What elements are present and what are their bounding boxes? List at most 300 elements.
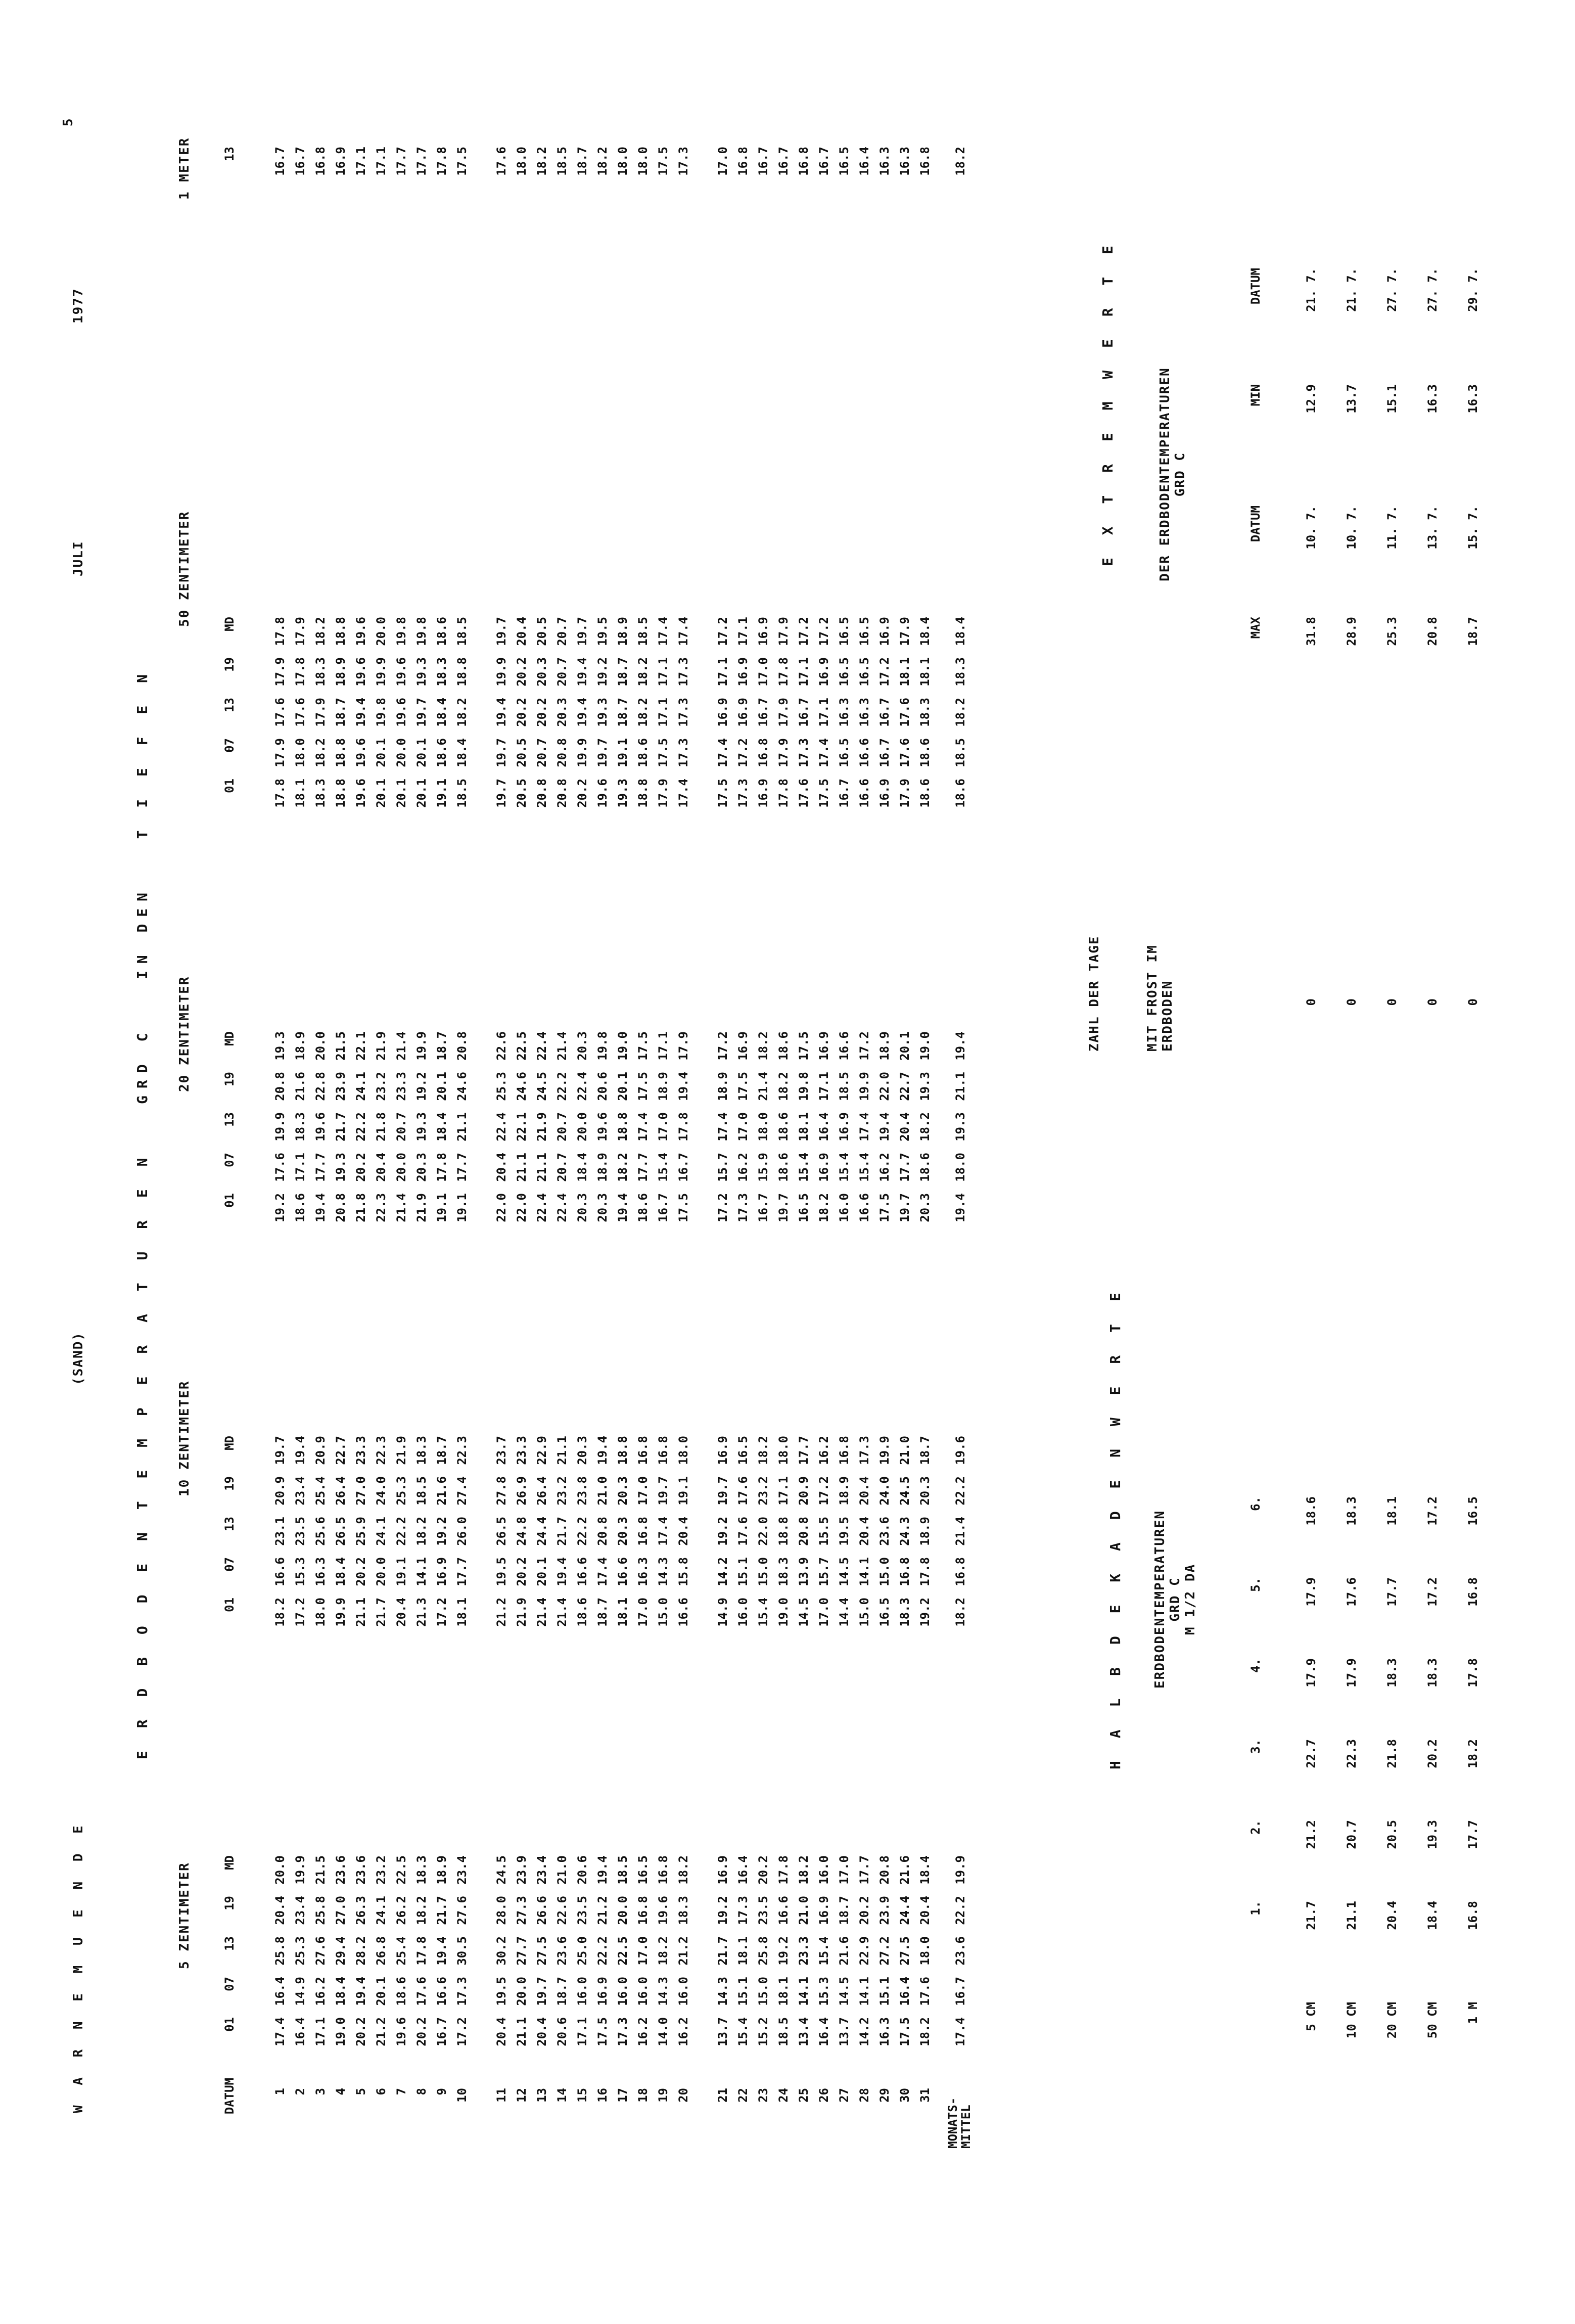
table-cell: 19.5	[595, 617, 610, 646]
table-cell: 17.4	[817, 738, 831, 767]
table-cell: 18.0	[293, 738, 307, 767]
table-cell: 16.7	[877, 698, 892, 727]
table-cell: 18.3	[414, 1436, 429, 1465]
time-header-19: 19	[222, 657, 237, 672]
table-cell: 17.1	[354, 147, 368, 176]
table-cell: 17.7	[898, 1153, 912, 1182]
table-cell: 18.3	[776, 1557, 791, 1586]
table-cell: 16.9	[435, 1557, 449, 1586]
table-cell: 17.2	[716, 1031, 730, 1061]
table-cell: 20.5	[515, 779, 529, 808]
day-label: 17	[616, 2088, 630, 2103]
table-cell: 17.1	[736, 617, 750, 646]
time-header-07: 07	[222, 738, 237, 753]
table-cell: 14.3	[656, 1557, 670, 1586]
extremwerte-cell: 20.8	[1425, 617, 1440, 646]
table-cell: 17.8	[676, 1112, 690, 1142]
table-cell: 16.3	[837, 698, 851, 727]
table-cell: 17.0	[817, 1598, 831, 1627]
table-cell: 17.3	[676, 698, 690, 727]
table-cell: 26.8	[374, 1936, 388, 1966]
table-cell: 23.2	[555, 1476, 569, 1506]
table-cell: 18.5	[776, 2017, 791, 2046]
table-cell: 16.9	[756, 779, 770, 808]
table-cell: 21.2	[595, 1896, 610, 1925]
table-cell: 17.8	[273, 779, 287, 808]
table-cell: 23.6	[877, 1517, 892, 1546]
table-cell: 18.3	[918, 698, 932, 727]
halbdekade-cell: 17.6	[1345, 1577, 1359, 1607]
time-header-07: 07	[222, 1557, 237, 1572]
frost-day-count: 0	[1466, 998, 1480, 1006]
extremwerte-cell: 15. 7.	[1466, 506, 1480, 550]
table-cell: 27.8	[494, 1476, 508, 1506]
table-cell: 17.4	[636, 1112, 650, 1142]
page-number: 5	[61, 117, 76, 126]
table-cell: 18.1	[293, 779, 307, 808]
soil-type: (SAND)	[71, 1332, 86, 1385]
table-cell: 23.3	[354, 1436, 368, 1465]
day-label: 7	[394, 2088, 408, 2095]
table-cell: 17.6	[414, 1977, 429, 2006]
monthly-mean-cell: 18.6	[953, 779, 967, 808]
table-cell: 16.9	[736, 1031, 750, 1061]
time-header-13: 13	[222, 1936, 237, 1951]
day-label: 27	[837, 2088, 851, 2103]
table-cell: 27.5	[898, 1936, 912, 1966]
table-cell: 23.4	[535, 1855, 549, 1885]
frost-day-count: 0	[1345, 998, 1359, 1006]
extremwerte-cell: 21. 7.	[1304, 268, 1318, 312]
table-cell: 15.7	[817, 1557, 831, 1586]
halbdekade-cell: 21.7	[1304, 1901, 1318, 1930]
table-cell: 18.4	[575, 1153, 589, 1182]
table-cell: 18.3	[293, 1112, 307, 1142]
table-cell: 18.2	[776, 1072, 791, 1101]
table-cell: 18.2	[636, 657, 650, 687]
day-label: 16	[595, 2088, 610, 2103]
day-label: 3	[313, 2088, 328, 2095]
table-cell: 17.1	[575, 2017, 589, 2046]
day-label: 26	[817, 2088, 831, 2103]
table-cell: 17.4	[595, 1557, 610, 1586]
time-header-19: 19	[222, 1072, 237, 1086]
table-cell: 20.1	[435, 1072, 449, 1101]
table-cell: 23.9	[877, 1896, 892, 1925]
table-cell: 21.2	[676, 1936, 690, 1966]
table-cell: 17.2	[293, 1598, 307, 1627]
table-cell: 17.1	[817, 1072, 831, 1101]
table-cell: 23.4	[293, 1896, 307, 1925]
table-cell: 19.9	[334, 1598, 348, 1627]
table-cell: 17.2	[817, 1476, 831, 1506]
table-cell: 18.4	[435, 698, 449, 727]
table-cell: 17.8	[414, 1936, 429, 1966]
table-cell: 15.4	[817, 1936, 831, 1966]
table-cell: 26.3	[354, 1896, 368, 1925]
halbdekade-cell: 20.5	[1385, 1820, 1399, 1849]
table-cell: 16.6	[776, 1896, 791, 1925]
depth-header-10cm: 10 ZENTIMETER	[177, 1380, 192, 1496]
table-cell: 20.0	[374, 617, 388, 646]
table-cell: 16.7	[273, 147, 287, 176]
table-cell: 24.5	[494, 1855, 508, 1885]
table-cell: 21.4	[394, 1031, 408, 1061]
table-cell: 19.4	[354, 1977, 368, 2006]
time-header-19: 19	[222, 1476, 237, 1491]
table-cell: 18.2	[455, 698, 469, 727]
table-cell: 22.4	[535, 1193, 549, 1222]
table-cell: 23.6	[555, 1936, 569, 1966]
day-label: 15	[575, 2088, 589, 2103]
table-cell: 19.3	[595, 698, 610, 727]
table-cell: 18.7	[334, 698, 348, 727]
table-cell: 18.2	[616, 1153, 630, 1182]
table-cell: 17.0	[636, 1936, 650, 1966]
table-cell: 18.1	[776, 1977, 791, 2006]
table-cell: 18.2	[918, 1112, 932, 1142]
table-cell: 20.1	[374, 1977, 388, 2006]
table-cell: 19.4	[555, 1557, 569, 1586]
table-cell: 18.4	[918, 1855, 932, 1885]
extremwerte-cell: 29. 7.	[1466, 268, 1480, 312]
day-label: 1	[273, 2088, 287, 2095]
table-cell: 15.4	[797, 1153, 811, 1182]
extremwerte-subtitle: DER ERDBODENTEMPERATUREN GRD C	[1157, 367, 1188, 581]
table-cell: 16.2	[313, 1977, 328, 2006]
table-cell: 20.2	[535, 698, 549, 727]
table-cell: 20.1	[898, 1031, 912, 1061]
station-name: W A R N E M U E N D E	[71, 1819, 86, 2113]
table-cell: 14.5	[837, 1977, 851, 2006]
table-cell: 20.0	[394, 738, 408, 767]
table-cell: 17.3	[676, 657, 690, 687]
table-cell: 16.6	[837, 1031, 851, 1061]
table-cell: 21.7	[334, 1112, 348, 1142]
day-label: 9	[435, 2088, 449, 2095]
table-cell: 27.0	[334, 1896, 348, 1925]
day-label: 13	[535, 2088, 549, 2103]
table-cell: 17.0	[636, 1598, 650, 1627]
table-cell: 16.2	[877, 1153, 892, 1182]
table-cell: 20.0	[374, 1557, 388, 1586]
table-cell: 17.5	[736, 1072, 750, 1101]
table-cell: 19.5	[494, 1557, 508, 1586]
table-cell: 18.9	[293, 1031, 307, 1061]
halbdekade-cell: 17.8	[1466, 1658, 1480, 1688]
table-cell: 17.5	[898, 2017, 912, 2046]
frost-subtitle: MIT FROST IM ERDBODEN	[1145, 944, 1175, 1052]
table-cell: 16.7	[817, 147, 831, 176]
time-header-md: MD	[222, 1031, 237, 1046]
table-cell: 19.1	[435, 1193, 449, 1222]
table-cell: 28.0	[494, 1896, 508, 1925]
depth-label: 10 CM	[1345, 2002, 1359, 2039]
table-cell: 18.5	[414, 1476, 429, 1506]
table-cell: 16.6	[435, 1977, 449, 2006]
table-cell: 24.1	[374, 1517, 388, 1546]
table-cell: 15.8	[676, 1557, 690, 1586]
table-cell: 25.8	[313, 1896, 328, 1925]
table-cell: 17.1	[293, 1153, 307, 1182]
extremwerte-cell: 27. 7.	[1425, 268, 1440, 312]
table-cell: 15.4	[756, 1598, 770, 1627]
table-cell: 19.7	[776, 1193, 791, 1222]
table-cell: 22.2	[555, 1072, 569, 1101]
table-cell: 17.7	[313, 1153, 328, 1182]
table-cell: 17.1	[656, 1031, 670, 1061]
table-cell: 22.2	[595, 1936, 610, 1966]
table-cell: 19.4	[877, 1112, 892, 1142]
table-cell: 18.8	[334, 779, 348, 808]
halbdekade-cell: 17.9	[1304, 1577, 1318, 1607]
table-cell: 17.7	[797, 1436, 811, 1465]
extremwerte-title: E X T R E M W E R T E	[1099, 238, 1116, 566]
halbdekade-cell: 17.7	[1466, 1820, 1480, 1849]
table-cell: 21.2	[494, 1598, 508, 1627]
table-cell: 18.6	[394, 1977, 408, 2006]
table-cell: 21.5	[334, 1031, 348, 1061]
table-cell: 27.6	[455, 1896, 469, 1925]
table-cell: 17.7	[455, 1153, 469, 1182]
table-cell: 19.2	[716, 1896, 730, 1925]
table-cell: 17.1	[656, 657, 670, 687]
table-cell: 16.2	[636, 2017, 650, 2046]
table-cell: 16.7	[797, 698, 811, 727]
table-cell: 17.8	[293, 657, 307, 687]
table-cell: 22.1	[515, 1112, 529, 1142]
table-cell: 20.8	[595, 1517, 610, 1546]
table-cell: 19.7	[575, 617, 589, 646]
day-label: 2	[293, 2088, 307, 2095]
table-cell: 18.6	[918, 779, 932, 808]
table-cell: 16.0	[616, 1977, 630, 2006]
table-cell: 24.0	[877, 1476, 892, 1506]
table-cell: 17.9	[293, 617, 307, 646]
table-cell: 16.4	[736, 1855, 750, 1885]
table-cell: 19.2	[776, 1936, 791, 1966]
table-cell: 15.0	[857, 1598, 871, 1627]
table-cell: 19.3	[334, 1153, 348, 1182]
table-cell: 25.0	[575, 1936, 589, 1966]
table-cell: 21.5	[313, 1855, 328, 1885]
table-cell: 19.7	[494, 617, 508, 646]
table-cell: 16.0	[837, 1193, 851, 1222]
extremwerte-cell: 13. 7.	[1425, 506, 1440, 550]
monthly-mean-cell: 18.2	[953, 147, 967, 176]
table-cell: 16.9	[736, 698, 750, 727]
table-cell: 16.9	[877, 779, 892, 808]
table-cell: 19.9	[877, 1436, 892, 1465]
table-cell: 16.3	[313, 1557, 328, 1586]
table-cell: 20.7	[555, 617, 569, 646]
table-cell: 16.6	[857, 738, 871, 767]
table-cell: 19.4	[575, 657, 589, 687]
table-cell: 16.8	[918, 147, 932, 176]
halbdekade-cell: 17.7	[1385, 1577, 1399, 1607]
table-cell: 19.7	[898, 1193, 912, 1222]
table-cell: 26.5	[334, 1517, 348, 1546]
table-cell: 16.7	[756, 1193, 770, 1222]
table-cell: 16.5	[837, 738, 851, 767]
table-cell: 19.1	[394, 1557, 408, 1586]
table-cell: 18.8	[616, 1112, 630, 1142]
table-cell: 19.4	[676, 1072, 690, 1101]
table-cell: 17.4	[676, 779, 690, 808]
halbdekaden-title: H A L B D E K A D E N W E R T E	[1107, 1286, 1124, 1769]
table-cell: 13.7	[716, 2017, 730, 2046]
table-cell: 21.7	[435, 1896, 449, 1925]
table-cell: 20.3	[918, 1476, 932, 1506]
table-cell: 20.3	[414, 1153, 429, 1182]
halbdekade-cell: 18.1	[1385, 1496, 1399, 1526]
table-cell: 20.0	[515, 1977, 529, 2006]
table-cell: 18.6	[636, 738, 650, 767]
table-cell: 17.5	[595, 2017, 610, 2046]
depth-label: 1 M	[1466, 2002, 1480, 2024]
table-cell: 21.7	[716, 1936, 730, 1966]
halbdekade-col-header: 4.	[1248, 1658, 1263, 1673]
halbdekade-cell: 20.7	[1345, 1820, 1359, 1849]
table-cell: 18.0	[776, 1436, 791, 1465]
table-cell: 22.2	[394, 1517, 408, 1546]
main-title: E R D B O D E N T E M P E R A T U R E N GRD C IN DEN T I E F E N	[134, 667, 151, 1759]
table-cell: 18.2	[595, 147, 610, 176]
time-header-01: 01	[222, 2017, 237, 2032]
depth-label: 50 CM	[1425, 2002, 1440, 2039]
time-header-md: MD	[222, 1855, 237, 1870]
table-cell: 22.6	[494, 1031, 508, 1061]
day-label: 4	[334, 2088, 348, 2095]
table-cell: 26.5	[494, 1517, 508, 1546]
table-cell: 20.6	[595, 1072, 610, 1101]
table-cell: 16.8	[898, 1557, 912, 1586]
table-cell: 16.3	[636, 1557, 650, 1586]
table-cell: 26.6	[535, 1896, 549, 1925]
table-cell: 27.3	[515, 1896, 529, 1925]
table-cell: 24.1	[354, 1072, 368, 1101]
table-cell: 16.8	[656, 1436, 670, 1465]
table-cell: 16.9	[837, 1112, 851, 1142]
depth-header-50cm: 50 ZENTIMETER	[177, 511, 192, 627]
time-header-13: 13	[222, 1112, 237, 1127]
day-label: 20	[676, 2088, 690, 2103]
table-cell: 25.4	[394, 1936, 408, 1966]
monthly-mean-cell: 16.8	[953, 1557, 967, 1586]
table-cell: 17.6	[898, 698, 912, 727]
table-cell: 23.3	[394, 1072, 408, 1101]
halbdekade-cell: 17.2	[1425, 1496, 1440, 1526]
table-cell: 19.1	[616, 738, 630, 767]
table-cell: 25.3	[494, 1072, 508, 1101]
table-cell: 19.6	[595, 1112, 610, 1142]
table-cell: 23.6	[334, 1855, 348, 1885]
day-label: 10	[455, 2088, 469, 2103]
table-cell: 17.7	[394, 147, 408, 176]
halbdekade-cell: 18.6	[1304, 1496, 1318, 1526]
table-cell: 20.4	[374, 1153, 388, 1182]
depth-label: 5 CM	[1304, 2002, 1318, 2031]
depth-header-1m: 1 METER	[177, 137, 192, 200]
extremwerte-col-header: MAX	[1248, 617, 1263, 639]
table-cell: 18.2	[817, 1193, 831, 1222]
halbdekade-cell: 18.3	[1385, 1658, 1399, 1688]
table-cell: 18.4	[918, 617, 932, 646]
frost-title: ZAHL DER TAGE	[1087, 935, 1102, 1052]
table-cell: 21.2	[374, 2017, 388, 2046]
year: 1977	[71, 288, 86, 324]
table-cell: 17.7	[857, 1855, 871, 1885]
table-cell: 17.8	[918, 1557, 932, 1586]
frost-day-count: 0	[1304, 998, 1318, 1006]
table-cell: 16.3	[898, 147, 912, 176]
table-cell: 23.3	[515, 1436, 529, 1465]
day-label: 25	[797, 2088, 811, 2103]
table-cell: 21.1	[515, 2017, 529, 2046]
table-cell: 16.9	[877, 617, 892, 646]
table-cell: 20.4	[857, 1476, 871, 1506]
table-cell: 16.9	[736, 657, 750, 687]
table-cell: 18.1	[898, 657, 912, 687]
table-cell: 17.0	[656, 1112, 670, 1142]
table-cell: 16.2	[676, 2017, 690, 2046]
table-cell: 17.2	[857, 1031, 871, 1061]
table-cell: 22.4	[494, 1112, 508, 1142]
table-cell: 20.7	[555, 1112, 569, 1142]
day-label: 23	[756, 2088, 770, 2103]
table-cell: 20.0	[313, 1031, 328, 1061]
table-cell: 17.0	[716, 147, 730, 176]
table-cell: 18.2	[273, 1598, 287, 1627]
table-cell: 16.8	[656, 1855, 670, 1885]
table-cell: 16.9	[817, 1031, 831, 1061]
table-cell: 16.9	[716, 698, 730, 727]
table-cell: 18.5	[455, 617, 469, 646]
table-cell: 18.9	[334, 657, 348, 687]
table-cell: 14.1	[797, 1977, 811, 2006]
table-cell: 20.2	[515, 1557, 529, 1586]
monthly-mean-cell: 19.6	[953, 1436, 967, 1465]
table-cell: 18.2	[414, 1517, 429, 1546]
table-cell: 21.0	[595, 1476, 610, 1506]
table-cell: 16.3	[877, 147, 892, 176]
halbdekade-cell: 20.2	[1425, 1739, 1440, 1768]
table-cell: 15.1	[736, 1977, 750, 2006]
table-cell: 17.1	[374, 147, 388, 176]
table-cell: 15.0	[656, 1598, 670, 1627]
table-cell: 25.8	[756, 1936, 770, 1966]
table-cell: 22.0	[494, 1193, 508, 1222]
table-cell: 20.3	[555, 698, 569, 727]
table-cell: 18.5	[555, 147, 569, 176]
table-cell: 18.2	[414, 1896, 429, 1925]
table-cell: 17.6	[918, 1977, 932, 2006]
monthly-mean-cell: 18.2	[953, 698, 967, 727]
table-cell: 17.3	[616, 2017, 630, 2046]
table-cell: 16.9	[595, 1977, 610, 2006]
table-cell: 16.9	[817, 1153, 831, 1182]
table-cell: 19.2	[273, 1193, 287, 1222]
table-cell: 19.9	[575, 738, 589, 767]
table-cell: 17.2	[736, 738, 750, 767]
table-cell: 19.0	[776, 1598, 791, 1627]
table-cell: 16.9	[817, 657, 831, 687]
table-cell: 22.4	[535, 1031, 549, 1061]
table-cell: 19.6	[354, 779, 368, 808]
table-cell: 19.2	[435, 1517, 449, 1546]
table-cell: 18.6	[918, 1153, 932, 1182]
table-cell: 18.2	[535, 147, 549, 176]
